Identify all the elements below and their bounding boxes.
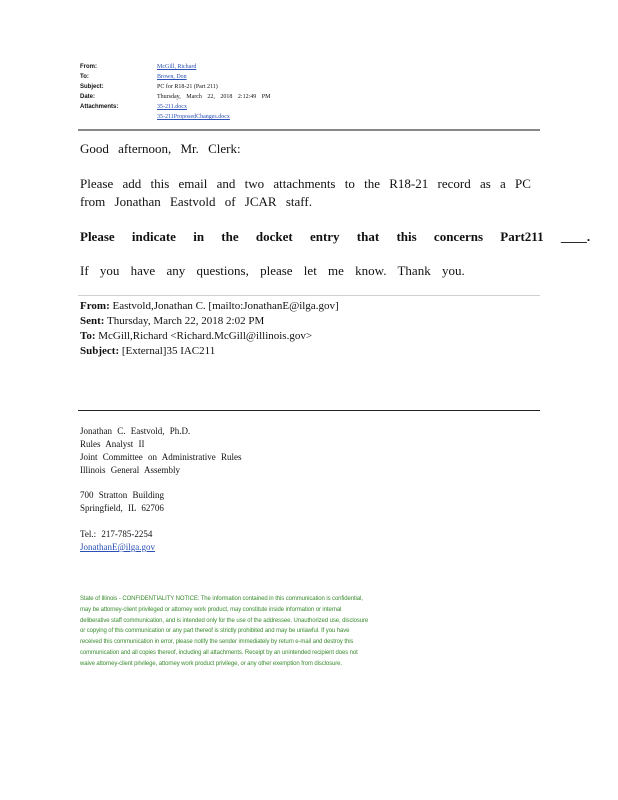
attachment-link[interactable]: 35-211.docx: [157, 104, 187, 110]
signature-divider: [78, 410, 540, 411]
forwarded-subject: [80, 345, 215, 357]
signature-email-link[interactable]: JonathanE@ilga.gov: [80, 542, 156, 552]
header-to-label: To:: [80, 74, 89, 80]
forwarded-to-label: To:: [80, 330, 96, 342]
header-date-value: Thursday, March 22, 2018 2:12:49 PM: [157, 94, 271, 100]
forwarded-sent: [80, 315, 264, 327]
forwarded-to: [80, 330, 312, 342]
forwarded-sent-value: Thursday, March 22, 2018 2:02 PM: [107, 315, 265, 327]
body-paragraph-2: Please indicate in the docket entry that this concerns Part211 ____.: [80, 229, 591, 244]
header-subject-value: PC for R18-21 (Part 211): [157, 84, 218, 90]
signature-org-2: Illinois General Assembly: [80, 465, 180, 475]
body-paragraph-3: If you have any questions, please let me know. Thank you.: [80, 263, 465, 278]
attachment-link[interactable]: 35-211ProposedChanges.docx: [157, 114, 230, 120]
signature-address-1: 700 Stratton Building: [80, 490, 165, 500]
header-from-label: From:: [80, 64, 97, 70]
header-to-value[interactable]: Brown, Don: [157, 74, 187, 80]
forward-divider: [78, 295, 540, 296]
forwarded-subject-label: Subject:: [80, 345, 120, 357]
header-subject-label: Subject:: [80, 84, 104, 90]
greeting: Good afternoon, Mr. Clerk:: [80, 141, 241, 156]
forwarded-from-value: Eastvold,Jonathan C. [mailto:JonathanE@ilga.gov]: [112, 300, 339, 312]
body-paragraph-1-line-2: from Jonathan Eastvold of JCAR staff.: [80, 194, 312, 209]
forwarded-from-label: From:: [80, 300, 110, 312]
forwarded-sent-label: Sent:: [80, 315, 105, 327]
signature-org-1: Joint Committee on Administrative Rules: [80, 452, 242, 462]
header-date-label: Date:: [80, 94, 96, 100]
signature-phone: Tel.: 217-785-2254: [80, 529, 153, 539]
header-attachments-label: Attachments:: [80, 104, 119, 110]
header-divider: [78, 129, 540, 131]
header-from-value[interactable]: McGill, Richard: [157, 64, 197, 70]
body-paragraph-1-line-1: Please add this email and two attachments to the R18-21 record as a PC: [80, 176, 531, 191]
signature-name: Jonathan C. Eastvold, Ph.D.: [80, 426, 191, 436]
forwarded-to-value: McGill,Richard <Richard.McGill@illinois.gov>: [98, 330, 313, 342]
confidentiality-notice: State of Illinois - CONFIDENTIALITY NOTICE: The information contained in this communication is confidential, may be attorney-client privileged or attorney work product, may constitute inside information or internal deliberative staff communication, and is intended only for the use of the addressee. Unauthorized use, disclosure or copying of this communication or any part thereof is strictly prohibited and may be unlawful. If you have received this communication in error, please notify the sender immediately by return e-mail and destroy this communication and all copies thereof, including all attachments. Receipt by an unintended recipient does not waive attorney-client privilege, attorney work product privilege, or any other exemption from disclosure.: [80, 596, 369, 667]
signature-address-2: Springfield, IL 62706: [80, 503, 164, 513]
forwarded-from: [80, 300, 339, 312]
signature-title: Rules Analyst II: [80, 439, 145, 449]
forwarded-subject-value: [External]35 IAC211: [121, 345, 216, 357]
